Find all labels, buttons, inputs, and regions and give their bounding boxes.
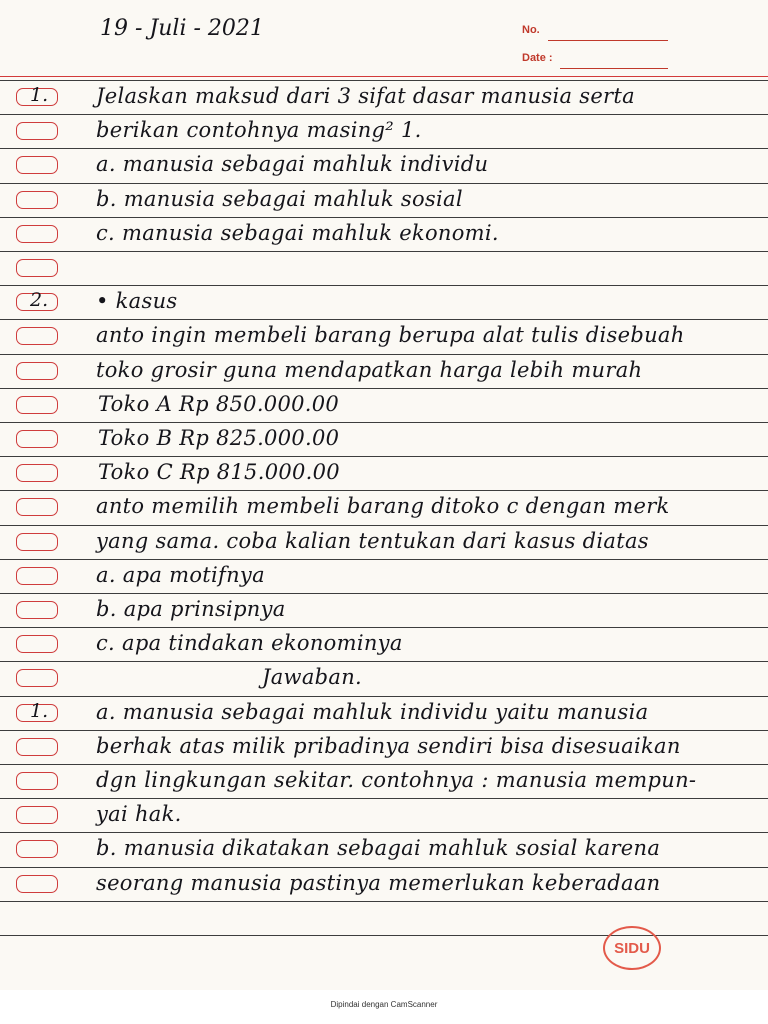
handwritten-line: b. manusia sebagai mahluk sosial <box>96 186 463 211</box>
brand-stamp: SIDU <box>603 926 661 970</box>
ruled-line <box>0 832 768 833</box>
handwritten-line: Jelaskan maksud dari 3 sifat dasar manusia serta <box>96 84 635 108</box>
margin-box <box>16 840 58 858</box>
ruled-line <box>0 798 768 799</box>
ruled-line <box>0 661 768 662</box>
handwritten-line: Toko B Rp 825.000.00 <box>98 426 340 450</box>
handwritten-line: c. manusia sebagai mahluk ekonomi. <box>96 220 499 245</box>
margin-box <box>16 601 58 619</box>
margin-box <box>16 533 58 551</box>
date-label: Date : <box>522 52 553 64</box>
margin-box <box>16 327 58 345</box>
ruled-line <box>0 901 768 902</box>
top-red-rule <box>0 76 768 77</box>
ruled-line <box>0 354 768 355</box>
handwritten-line: dgn lingkungan sekitar. contohnya : manusia mempun- <box>96 768 697 792</box>
handwritten-date: 19 - Juli - 2021 <box>100 16 264 41</box>
margin-box <box>16 430 58 448</box>
ruled-line <box>0 80 768 81</box>
ruled-line <box>0 388 768 389</box>
question-number: 1. <box>30 699 49 722</box>
margin-box <box>16 738 58 756</box>
handwritten-line: Toko C Rp 815.000.00 <box>98 460 340 485</box>
ruled-line <box>0 456 768 457</box>
ruled-line <box>0 422 768 423</box>
handwritten-line: Jawaban. <box>262 665 362 690</box>
margin-box <box>16 806 58 824</box>
margin-box <box>16 635 58 653</box>
handwritten-line: berikan contohnya masing² 1. <box>96 118 422 143</box>
margin-box <box>16 396 58 414</box>
question-number: 1. <box>30 84 49 106</box>
ruled-line <box>0 183 768 184</box>
ruled-line <box>0 559 768 560</box>
ruled-line <box>0 593 768 594</box>
ruled-line <box>0 217 768 218</box>
ruled-line <box>0 696 768 697</box>
no-line <box>548 40 668 41</box>
margin-box <box>16 191 58 209</box>
handwritten-line: a. manusia sebagai mahluk individu <box>96 152 489 177</box>
handwritten-line: Toko A Rp 850.000.00 <box>98 391 340 416</box>
ruled-line <box>0 490 768 491</box>
ruled-line <box>0 148 768 149</box>
ruled-line <box>0 114 768 115</box>
margin-box <box>16 259 58 277</box>
ruled-line <box>0 251 768 252</box>
margin-box <box>16 464 58 482</box>
margin-box <box>16 122 58 140</box>
date-line <box>560 68 668 69</box>
ruled-line <box>0 319 768 320</box>
handwritten-line: a. apa motifnya <box>96 562 265 587</box>
ruled-line <box>0 867 768 868</box>
handwritten-line: anto memilih membeli barang ditoko c dengan merk <box>96 494 670 519</box>
margin-box <box>16 669 58 687</box>
margin-box <box>16 772 58 790</box>
ruled-line <box>0 627 768 628</box>
no-label: No. <box>522 24 540 36</box>
handwritten-line: yang sama. coba kalian tentukan dari kasus diatas <box>96 528 649 553</box>
handwritten-line: a. manusia sebagai mahluk individu yaitu manusia <box>96 699 649 724</box>
handwritten-line: berhak atas milik pribadinya sendiri bisa disesuaikan <box>96 733 681 758</box>
handwritten-line: b. apa prinsipnya <box>96 597 286 621</box>
margin-box <box>16 498 58 516</box>
handwritten-line: toko grosir guna mendapatkan harga lebih murah <box>96 357 643 382</box>
margin-box <box>16 225 58 243</box>
handwritten-line: b. manusia dikatakan sebagai mahluk sosial karena <box>96 836 661 861</box>
handwritten-line: c. apa tindakan ekonominya <box>96 631 403 656</box>
handwritten-line: anto ingin membeli barang berupa alat tulis disebuah <box>96 323 685 348</box>
margin-box <box>16 875 58 893</box>
margin-box <box>16 156 58 174</box>
ruled-line <box>0 525 768 526</box>
ruled-line <box>0 764 768 765</box>
scanner-footer: Dipindai dengan CamScanner <box>330 1000 438 1009</box>
handwritten-line: yai hak. <box>96 802 182 827</box>
question-number: 2. <box>30 289 49 312</box>
margin-box <box>16 362 58 380</box>
handwritten-line: seorang manusia pastinya memerlukan keberadaan <box>96 870 661 895</box>
ruled-line <box>0 730 768 731</box>
handwritten-line: • kasus <box>96 289 178 314</box>
ruled-line <box>0 285 768 286</box>
margin-box <box>16 567 58 585</box>
